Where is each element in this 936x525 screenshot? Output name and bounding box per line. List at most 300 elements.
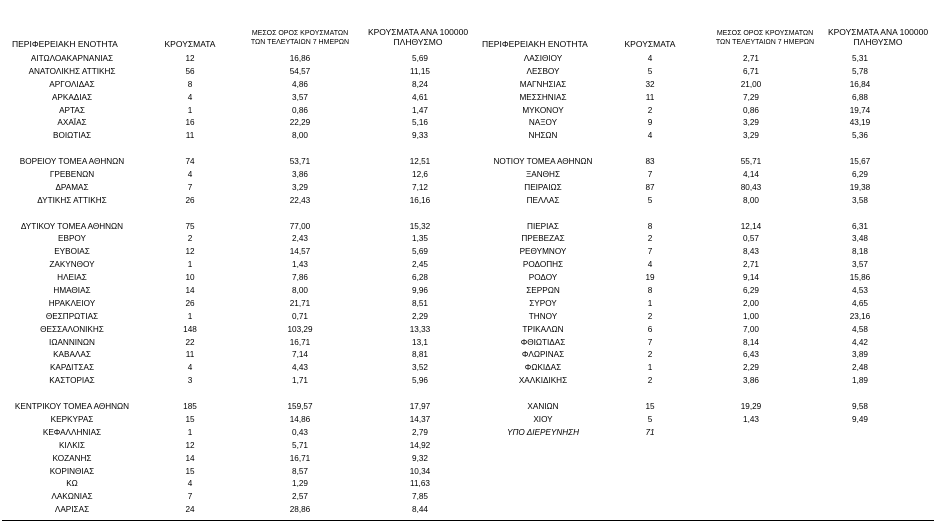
cell-region: ΚΕΝΤΡΙΚΟΥ ΤΟΜΕΑ ΑΘΗΝΩΝ bbox=[14, 402, 130, 412]
cell-region: ΤΗΝΟΥ bbox=[528, 311, 558, 321]
header-avg7 bbox=[705, 29, 825, 47]
cell-avg7: 2,71 bbox=[743, 54, 759, 63]
cell-region: ΕΒΡΟΥ bbox=[58, 234, 86, 244]
cell-avg7: 22,29 bbox=[289, 118, 311, 128]
cell-region: ΑΧΑΪΑΣ bbox=[57, 118, 87, 128]
cell-avg7: 6,43 bbox=[743, 350, 759, 360]
cell-per100k: 3,57 bbox=[852, 260, 868, 270]
cell-cases: 7 bbox=[187, 492, 193, 502]
cell-region: ΜΥΚΟΝΟΥ bbox=[522, 105, 564, 115]
cell-per100k: 9,49 bbox=[852, 414, 868, 424]
cell-avg7: 8,43 bbox=[743, 247, 759, 257]
cell-region: ΝΑΞΟΥ bbox=[528, 118, 558, 128]
cell-avg7: 8,57 bbox=[292, 466, 308, 476]
cell-avg7: 21,71 bbox=[289, 298, 311, 308]
table-row bbox=[468, 79, 936, 92]
cell-region: ΚΕΡΚΥΡΑΣ bbox=[50, 414, 94, 424]
cell-cases: 16 bbox=[185, 118, 195, 128]
table-row bbox=[468, 272, 936, 285]
table-row bbox=[0, 182, 468, 195]
table-row bbox=[0, 272, 468, 285]
table-row bbox=[0, 105, 468, 118]
header-avg7 bbox=[240, 29, 360, 47]
cell-avg7: 2,43 bbox=[292, 234, 308, 244]
cell-avg7: 1,43 bbox=[743, 414, 759, 424]
cell-per100k: 3,58 bbox=[852, 195, 868, 205]
table-row bbox=[0, 156, 468, 169]
cell-region: ΣΕΡΡΩΝ bbox=[526, 286, 560, 296]
table-row bbox=[468, 285, 936, 298]
cell-cases: 148 bbox=[183, 324, 197, 334]
table-row bbox=[0, 440, 468, 453]
cell-region: ΠΕΛΛΑΣ bbox=[526, 195, 560, 205]
cell-cases: 185 bbox=[183, 402, 197, 412]
table-row bbox=[468, 427, 936, 440]
cell-region: ΚΩ bbox=[66, 479, 78, 489]
cell-cases: 4 bbox=[187, 170, 193, 180]
cell-avg7: 2,00 bbox=[743, 298, 759, 308]
cell-region: ΠΕΙΡΑΙΩΣ bbox=[524, 182, 562, 192]
cell-per100k: 16,16 bbox=[409, 195, 431, 205]
table-row bbox=[0, 221, 468, 234]
cell-region: ΧΑΛΚΙΔΙΚΗΣ bbox=[518, 376, 568, 386]
cell-cases: 2 bbox=[187, 234, 193, 244]
cell-cases: 8 bbox=[647, 221, 653, 231]
cell-region: ΚΙΛΚΙΣ bbox=[58, 440, 85, 450]
cell-avg7: 0,57 bbox=[743, 234, 759, 244]
cell-cases: 32 bbox=[645, 79, 655, 89]
cell-region: ΕΥΒΟΙΑΣ bbox=[54, 247, 90, 257]
cell-avg7: 7,86 bbox=[292, 273, 308, 283]
cell-region: ΛΕΣΒΟΥ bbox=[526, 66, 560, 76]
cell-per100k: 5,31 bbox=[852, 54, 868, 63]
cell-region: ΡΟΔΟΥ bbox=[528, 273, 558, 283]
cell-cases: 8 bbox=[647, 286, 653, 296]
table-row bbox=[0, 66, 468, 79]
cell-cases: 74 bbox=[185, 157, 195, 167]
cell-per100k: 5,69 bbox=[412, 54, 428, 63]
cell-region: ΚΕΦΑΛΛΗΝΙΑΣ bbox=[42, 427, 102, 437]
header-region: ΠΕΡΙΦΕΡΕΙΑΚΗ ΕΝΟΤΗΤΑ bbox=[12, 39, 118, 49]
table-row bbox=[0, 285, 468, 298]
cell-avg7: 16,71 bbox=[289, 337, 311, 347]
cell-per100k: 1,35 bbox=[412, 234, 428, 244]
cell-per100k: 8,18 bbox=[852, 247, 868, 257]
table-left-body bbox=[0, 53, 468, 517]
cell-cases: 83 bbox=[645, 157, 655, 167]
cell-per100k: 10,34 bbox=[409, 466, 431, 476]
cell-avg7: 3,29 bbox=[743, 118, 759, 128]
table-row bbox=[468, 66, 936, 79]
cell-cases: 7 bbox=[187, 182, 193, 192]
table-row bbox=[468, 362, 936, 375]
cell-cases: 75 bbox=[185, 221, 195, 231]
cell-avg7: 19,29 bbox=[740, 402, 762, 412]
cell-region: ΗΛΕΙΑΣ bbox=[57, 273, 87, 283]
cell-cases: 6 bbox=[647, 324, 653, 334]
cell-cases: 12 bbox=[185, 247, 195, 257]
table-row bbox=[0, 143, 468, 156]
table-row bbox=[0, 298, 468, 311]
table-row bbox=[0, 478, 468, 491]
table-row bbox=[468, 195, 936, 208]
cell-cases: 1 bbox=[647, 363, 653, 373]
cell-region: ΦΩΚΙΔΑΣ bbox=[524, 363, 562, 373]
cell-region: ΜΑΓΝΗΣΙΑΣ bbox=[519, 79, 567, 89]
cell-per100k: 9,32 bbox=[412, 453, 428, 463]
cell-per100k: 8,44 bbox=[412, 505, 428, 515]
table-row bbox=[468, 259, 936, 272]
cell-region: ΝΟΤΙΟΥ ΤΟΜΕΑ ΑΘΗΝΩΝ bbox=[493, 157, 593, 167]
cell-per100k: 4,53 bbox=[852, 286, 868, 296]
table-row bbox=[468, 298, 936, 311]
header-per100k bbox=[358, 27, 478, 47]
cell-avg7: 21,00 bbox=[740, 79, 762, 89]
table-row bbox=[468, 337, 936, 350]
cell-avg7: 12,14 bbox=[740, 221, 762, 231]
cell-per100k: 23,16 bbox=[849, 311, 871, 321]
cell-cases: 2 bbox=[647, 105, 653, 115]
table-row bbox=[468, 221, 936, 234]
cell-cases: 2 bbox=[647, 376, 653, 386]
header-cases: ΚΡΟΥΣΜΑΤΑ bbox=[164, 39, 216, 49]
cell-cases: 4 bbox=[647, 54, 653, 63]
table-row bbox=[468, 233, 936, 246]
header-per100k bbox=[820, 27, 936, 47]
table-row bbox=[468, 388, 936, 401]
header-cases: ΚΡΟΥΣΜΑΤΑ bbox=[624, 39, 676, 49]
table-row bbox=[468, 156, 936, 169]
cell-per100k: 4,42 bbox=[852, 337, 868, 347]
cell-per100k: 6,28 bbox=[412, 273, 428, 283]
cell-avg7: 22,43 bbox=[289, 195, 311, 205]
cell-region: ΑΡΓΟΛΙΔΑΣ bbox=[49, 79, 95, 89]
cell-per100k: 4,58 bbox=[852, 324, 868, 334]
cell-per100k: 2,48 bbox=[852, 363, 868, 373]
table-right-body bbox=[468, 53, 936, 440]
table-row bbox=[0, 388, 468, 401]
cell-avg7: 54,57 bbox=[289, 66, 311, 76]
cell-per100k: 6,88 bbox=[852, 92, 868, 102]
cell-cases: 5 bbox=[647, 414, 653, 424]
cell-avg7: 8,00 bbox=[292, 286, 308, 296]
header-region: ΠΕΡΙΦΕΡΕΙΑΚΗ ΕΝΟΤΗΤΑ bbox=[482, 39, 588, 49]
cell-avg7: 80,43 bbox=[740, 182, 762, 192]
table-row bbox=[0, 427, 468, 440]
cell-per100k: 2,29 bbox=[412, 311, 428, 321]
cell-avg7: 77,00 bbox=[289, 221, 311, 231]
cell-per100k: 1,89 bbox=[852, 376, 868, 386]
cell-cases: 12 bbox=[185, 440, 195, 450]
table-row bbox=[468, 105, 936, 118]
cell-avg7: 3,29 bbox=[292, 182, 308, 192]
cell-region: ΛΑΡΙΣΑΣ bbox=[54, 505, 90, 515]
cell-cases: 4 bbox=[647, 260, 653, 270]
table-row bbox=[0, 195, 468, 208]
cell-per100k: 5,78 bbox=[852, 66, 868, 76]
cell-avg7: 8,00 bbox=[292, 131, 308, 141]
header-avg7-line1: ΜΕΣΟΣ ΟΡΟΣ ΚΡΟΥΣΜΑΤΩΝ bbox=[251, 30, 349, 37]
cell-per100k: 4,61 bbox=[412, 92, 428, 102]
cell-per100k: 15,67 bbox=[849, 157, 871, 167]
cell-cases: 1 bbox=[647, 298, 653, 308]
cell-per100k: 3,52 bbox=[412, 363, 428, 373]
cell-region: ΚΑΒΑΛΑΣ bbox=[53, 350, 91, 360]
cell-cases: 71 bbox=[645, 427, 655, 437]
cell-avg7: 0,43 bbox=[292, 427, 308, 437]
table-bottom-rule bbox=[2, 520, 934, 521]
cell-avg7: 0,71 bbox=[292, 311, 308, 321]
cell-region: ΛΑΣΙΘΙΟΥ bbox=[523, 54, 563, 63]
cell-avg7: 4,43 bbox=[292, 363, 308, 373]
table-row bbox=[468, 117, 936, 130]
cell-avg7: 8,00 bbox=[743, 195, 759, 205]
table-row bbox=[0, 504, 468, 517]
table-row bbox=[468, 324, 936, 337]
cell-region: ΘΕΣΣΑΛΟΝΙΚΗΣ bbox=[40, 324, 104, 334]
cell-avg7: 4,86 bbox=[292, 79, 308, 89]
cell-region: ΧΙΟΥ bbox=[533, 414, 553, 424]
cell-cases: 8 bbox=[187, 79, 193, 89]
table-row bbox=[468, 143, 936, 156]
cell-avg7: 3,86 bbox=[743, 376, 759, 386]
cell-avg7: 55,71 bbox=[740, 157, 762, 167]
cell-cases: 11 bbox=[185, 131, 195, 141]
cell-avg7: 6,29 bbox=[743, 286, 759, 296]
cell-cases: 15 bbox=[185, 414, 195, 424]
cell-avg7: 14,86 bbox=[289, 414, 311, 424]
table-row bbox=[468, 311, 936, 324]
cell-per100k: 3,48 bbox=[852, 234, 868, 244]
cell-region: ΡΟΔΟΠΗΣ bbox=[522, 260, 564, 270]
cell-region: ΣΥΡΟΥ bbox=[529, 298, 557, 308]
table-row bbox=[0, 79, 468, 92]
cell-cases: 2 bbox=[647, 350, 653, 360]
cell-region: ΒΟΡΕΙΟΥ ΤΟΜΕΑ ΑΘΗΝΩΝ bbox=[19, 157, 125, 167]
cell-avg7: 2,71 bbox=[743, 260, 759, 270]
header-per100k-line1: ΚΡΟΥΣΜΑΤΑ ΑΝΑ 100000 bbox=[827, 27, 929, 37]
table-row bbox=[0, 53, 468, 66]
cell-cases: 24 bbox=[185, 505, 195, 515]
cell-per100k: 9,96 bbox=[412, 286, 428, 296]
cell-region: ΖΑΚΥΝΘΟΥ bbox=[49, 260, 95, 270]
table-right bbox=[468, 0, 936, 525]
cell-cases: 15 bbox=[645, 402, 655, 412]
table-row bbox=[468, 375, 936, 388]
cell-cases: 9 bbox=[647, 118, 653, 128]
cell-avg7: 0,86 bbox=[292, 105, 308, 115]
cell-region: ΔΥΤΙΚΗΣ ΑΤΤΙΚΗΣ bbox=[37, 195, 107, 205]
cell-per100k: 14,37 bbox=[409, 414, 431, 424]
header-avg7-line2: ΤΩΝ ΤΕΛΕΥΤΑΙΩΝ 7 ΗΜΕΡΩΝ bbox=[715, 39, 815, 46]
table-row bbox=[468, 246, 936, 259]
cell-region: ΦΘΙΩΤΙΔΑΣ bbox=[520, 337, 566, 347]
table-row bbox=[468, 53, 936, 66]
cell-per100k: 6,29 bbox=[852, 170, 868, 180]
cell-region: ΗΡΑΚΛΕΙΟΥ bbox=[48, 298, 96, 308]
cell-per100k: 11,63 bbox=[410, 479, 430, 489]
cell-per100k: 5,36 bbox=[852, 131, 868, 141]
table-row bbox=[0, 259, 468, 272]
table-row bbox=[468, 169, 936, 182]
cell-avg7: 103,29 bbox=[287, 324, 313, 334]
cell-region: ΓΡΕΒΕΝΩΝ bbox=[49, 170, 95, 180]
header-per100k-line1: ΚΡΟΥΣΜΑΤΑ ΑΝΑ 100000 bbox=[367, 27, 469, 37]
table-row bbox=[468, 92, 936, 105]
cell-region: ΚΑΣΤΟΡΙΑΣ bbox=[49, 376, 95, 386]
table-row bbox=[0, 324, 468, 337]
cell-per100k: 8,81 bbox=[412, 350, 428, 360]
cell-per100k: 2,79 bbox=[412, 427, 428, 437]
cell-region: ΗΜΑΘΙΑΣ bbox=[53, 286, 91, 296]
cell-region: ΑΡΤΑΣ bbox=[59, 105, 85, 115]
cell-region: ΛΑΚΩΝΙΑΣ bbox=[51, 492, 93, 502]
cell-per100k: 12,51 bbox=[409, 157, 431, 167]
cell-cases: 4 bbox=[647, 131, 653, 141]
cell-cases: 22 bbox=[185, 337, 195, 347]
cell-avg7: 3,57 bbox=[292, 92, 308, 102]
table-row bbox=[0, 117, 468, 130]
table-row bbox=[0, 208, 468, 221]
cell-cases: 3 bbox=[187, 376, 193, 386]
cell-cases: 11 bbox=[645, 92, 655, 102]
cell-avg7: 1,71 bbox=[292, 376, 308, 386]
cell-region: ΙΩΑΝΝΙΝΩΝ bbox=[49, 337, 95, 347]
cell-cases: 7 bbox=[647, 247, 653, 257]
cell-per100k: 19,38 bbox=[849, 182, 871, 192]
cell-avg7: 6,71 bbox=[743, 66, 759, 76]
cell-per100k: 4,65 bbox=[852, 298, 868, 308]
table-row bbox=[0, 92, 468, 105]
cell-region: ΧΑΝΙΩΝ bbox=[527, 402, 559, 412]
cell-cases: 4 bbox=[187, 479, 193, 489]
cell-region: ΡΕΘΥΜΝΟΥ bbox=[519, 247, 567, 257]
cell-avg7: 16,86 bbox=[289, 54, 311, 63]
cell-per100k: 7,12 bbox=[412, 182, 428, 192]
table-row bbox=[468, 401, 936, 414]
cell-avg7: 53,71 bbox=[289, 157, 311, 167]
cell-avg7: 14,57 bbox=[289, 247, 311, 257]
cell-region: ΑΝΑΤΟΛΙΚΗΣ ΑΤΤΙΚΗΣ bbox=[28, 66, 116, 76]
cell-region: ΑΡΚΑΔΙΑΣ bbox=[51, 92, 93, 102]
cell-cases: 11 bbox=[185, 350, 195, 360]
cell-per100k: 19,74 bbox=[849, 105, 871, 115]
header-avg7-line2: ΤΩΝ ΤΕΛΕΥΤΑΙΩΝ 7 ΗΜΕΡΩΝ bbox=[250, 39, 350, 46]
cell-per100k: 5,16 bbox=[412, 118, 428, 128]
cell-per100k: 14,92 bbox=[409, 440, 431, 450]
cell-cases: 4 bbox=[187, 92, 193, 102]
table-row bbox=[468, 182, 936, 195]
cell-cases: 2 bbox=[647, 234, 653, 244]
table-row bbox=[0, 337, 468, 350]
table-row bbox=[468, 130, 936, 143]
cell-cases: 7 bbox=[647, 337, 653, 347]
cell-cases: 56 bbox=[185, 66, 195, 76]
cell-cases: 1 bbox=[187, 427, 193, 437]
cell-cases: 87 bbox=[645, 182, 655, 192]
cell-avg7: 7,00 bbox=[743, 324, 759, 334]
cell-per100k: 12,6 bbox=[412, 170, 428, 180]
cell-per100k: 13,1 bbox=[412, 337, 428, 347]
cell-per100k: 13,33 bbox=[409, 324, 431, 334]
cell-cases: 26 bbox=[185, 298, 195, 308]
cell-cases: 26 bbox=[185, 195, 195, 205]
cell-cases: 4 bbox=[187, 363, 193, 373]
cell-avg7: 7,29 bbox=[743, 92, 759, 102]
cell-avg7: 3,29 bbox=[743, 131, 759, 141]
cell-avg7: 1,29 bbox=[292, 479, 308, 489]
cell-avg7: 159,57 bbox=[287, 402, 313, 412]
cell-per100k: 8,51 bbox=[412, 298, 428, 308]
cell-avg7: 1,43 bbox=[292, 260, 308, 270]
cell-cases: 5 bbox=[647, 66, 653, 76]
cell-region: ΠΡΕΒΕΖΑΣ bbox=[521, 234, 565, 244]
cell-region: ΒΟΙΩΤΙΑΣ bbox=[52, 131, 92, 141]
table-row bbox=[0, 362, 468, 375]
cell-region: ΞΑΝΘΗΣ bbox=[525, 170, 561, 180]
cell-per100k: 17,97 bbox=[409, 402, 431, 412]
table-row bbox=[468, 414, 936, 427]
cell-per100k: 6,31 bbox=[852, 221, 868, 231]
cell-region: ΔΡΑΜΑΣ bbox=[55, 182, 89, 192]
cell-region: ΦΛΩΡΙΝΑΣ bbox=[521, 350, 565, 360]
table-row bbox=[0, 311, 468, 324]
cell-avg7: 2,57 bbox=[292, 492, 308, 502]
cell-region: ΚΟΖΑΝΗΣ bbox=[52, 453, 92, 463]
cell-cases: 12 bbox=[185, 54, 195, 63]
cell-avg7: 28,86 bbox=[289, 505, 311, 515]
table-row bbox=[0, 401, 468, 414]
cell-region: ΜΕΣΣΗΝΙΑΣ bbox=[519, 92, 567, 102]
table-row bbox=[468, 349, 936, 362]
cell-avg7: 9,14 bbox=[743, 273, 759, 283]
table-row bbox=[0, 233, 468, 246]
cell-per100k: 2,45 bbox=[412, 260, 428, 270]
cell-avg7: 2,29 bbox=[743, 363, 759, 373]
table-row bbox=[468, 208, 936, 221]
cell-avg7: 1,00 bbox=[743, 311, 759, 321]
cell-per100k: 5,96 bbox=[412, 376, 428, 386]
cell-avg7: 0,86 bbox=[743, 105, 759, 115]
cell-cases: 10 bbox=[185, 273, 195, 283]
table-row bbox=[0, 414, 468, 427]
cell-region: ΑΙΤΩΛΟΑΚΑΡΝΑΝΙΑΣ bbox=[30, 54, 114, 63]
cell-per100k: 43,19 bbox=[849, 118, 871, 128]
cell-per100k: 15,32 bbox=[409, 221, 431, 231]
cell-cases: 7 bbox=[647, 170, 653, 180]
table-row bbox=[0, 491, 468, 504]
cell-avg7: 8,14 bbox=[743, 337, 759, 347]
cell-cases: 1 bbox=[187, 260, 193, 270]
cell-region: ΚΑΡΔΙΤΣΑΣ bbox=[49, 363, 95, 373]
cell-per100k: 11,15 bbox=[410, 66, 430, 76]
cell-cases: 1 bbox=[187, 105, 193, 115]
cell-per100k: 8,24 bbox=[412, 79, 428, 89]
cell-region: ΠΙΕΡΙΑΣ bbox=[527, 221, 559, 231]
header-per100k-line2: ΠΛΗΘΥΣΜΟ bbox=[393, 37, 443, 47]
cell-avg7: 3,86 bbox=[292, 170, 308, 180]
table-row bbox=[0, 130, 468, 143]
cell-region: ΘΕΣΠΡΩΤΙΑΣ bbox=[45, 311, 99, 321]
table-row bbox=[0, 246, 468, 259]
cell-avg7: 4,14 bbox=[743, 170, 759, 180]
table-row bbox=[0, 349, 468, 362]
table-row bbox=[0, 453, 468, 466]
header-per100k-line2: ΠΛΗΘΥΣΜΟ bbox=[853, 37, 903, 47]
cell-cases: 14 bbox=[185, 286, 195, 296]
cell-cases: 14 bbox=[185, 453, 195, 463]
cell-per100k: 9,58 bbox=[852, 402, 868, 412]
